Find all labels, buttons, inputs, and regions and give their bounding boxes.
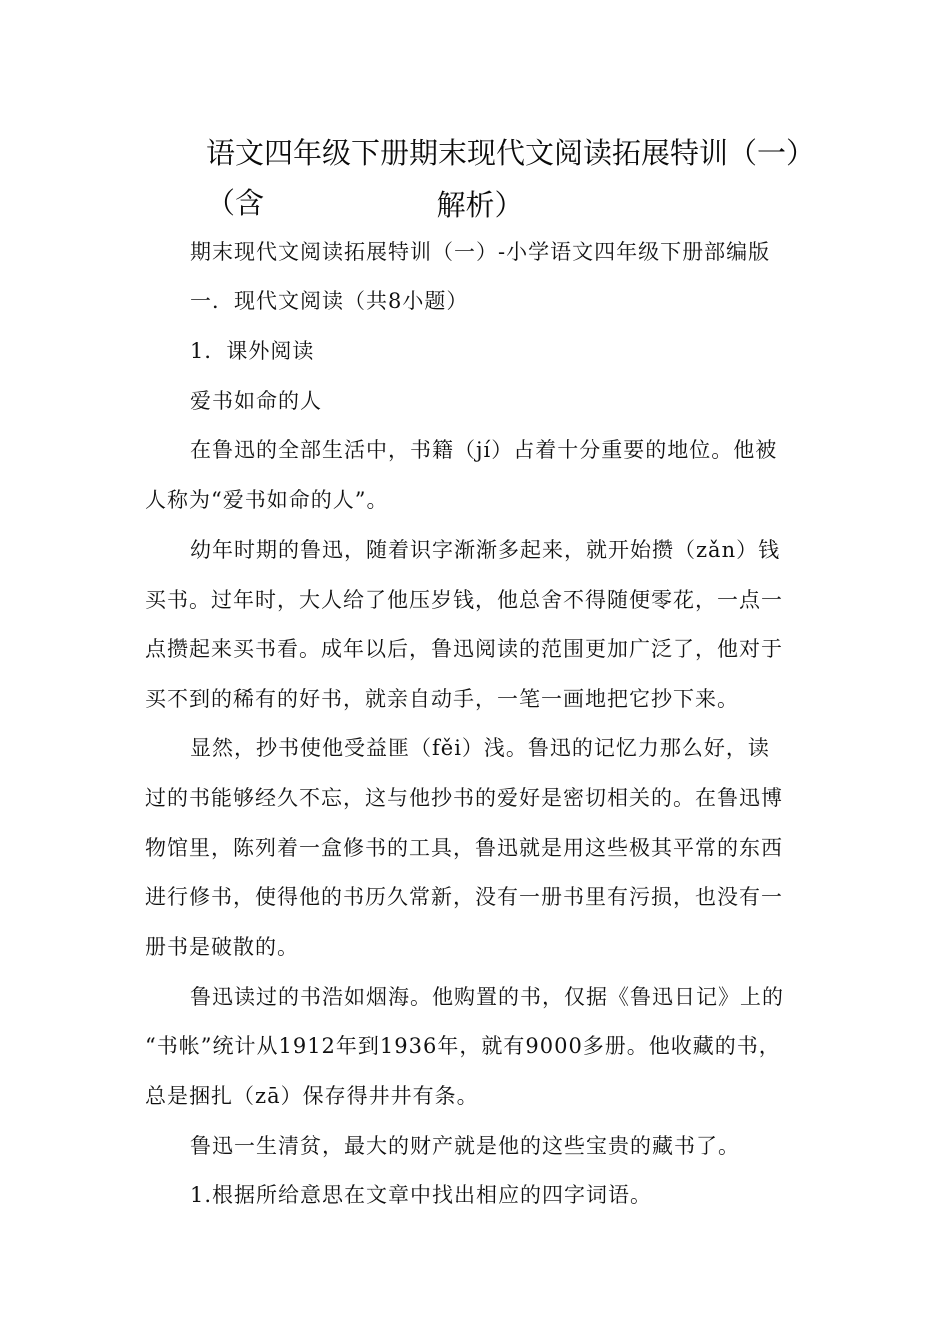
passage-line: 总是捆扎（zā）保存得井井有条。 — [145, 1084, 479, 1108]
passage-title: 爱书如命的人 — [190, 389, 322, 413]
passage-line: 过的书能够经久不忘，这与他抄书的爱好是密切相关的。在鲁迅博 — [145, 786, 783, 810]
passage-line: 物馆里，陈列着一盒修书的工具，鲁迅就是用这些极其平常的东西 — [145, 836, 783, 860]
sub-question: 1.根据所给意思在文章中找出相应的四字词语。 — [190, 1183, 653, 1207]
passage-line: 人称为“爱书如命的人”。 — [145, 488, 389, 512]
passage-line: 买书。过年时，大人给了他压岁钱，他总舍不得随便零花，一点一 — [145, 588, 783, 612]
passage-line: 进行修书，使得他的书历久常新，没有一册书里有污损，也没有一 — [145, 885, 783, 909]
question-heading: 1．课外阅读 — [190, 339, 315, 363]
passage-line: 在鲁迅的全部生活中，书籍（jí）占着十分重要的地位。他被 — [190, 438, 778, 462]
passage-line: “书帐”统计从1912年到1936年，就有9000多册。他收藏的书， — [145, 1034, 781, 1058]
document-title-line-2: 解析） — [436, 188, 524, 222]
section-heading: 一．现代文阅读（共8小题） — [190, 289, 469, 313]
document-title-line-1: 语文四年级下册期末现代文阅读拓展特训（一）（含 — [206, 136, 816, 220]
passage-line: 鲁迅读过的书浩如烟海。他购置的书，仅据《鲁迅日记》上的 — [190, 985, 784, 1009]
passage-line: 买不到的稀有的好书，就亲自动手，一笔一画地把它抄下来。 — [145, 687, 739, 711]
passage-line: 鲁迅一生清贫，最大的财产就是他的这些宝贵的藏书了。 — [190, 1134, 740, 1158]
passage-line: 幼年时期的鲁迅，随着识字渐渐多起来，就开始攒（zǎn）钱 — [190, 538, 781, 562]
passage-line: 册书是破散的。 — [145, 935, 299, 959]
passage-line: 显然，抄书使他受益匪（fěi）浅。鲁迅的记忆力那么好，读 — [190, 736, 770, 760]
document-subtitle: 期末现代文阅读拓展特训（一）-小学语文四年级下册部编版 — [190, 240, 771, 264]
passage-line: 点攒起来买书看。成年以后，鲁迅阅读的范围更加广泛了，他对于 — [145, 637, 783, 661]
